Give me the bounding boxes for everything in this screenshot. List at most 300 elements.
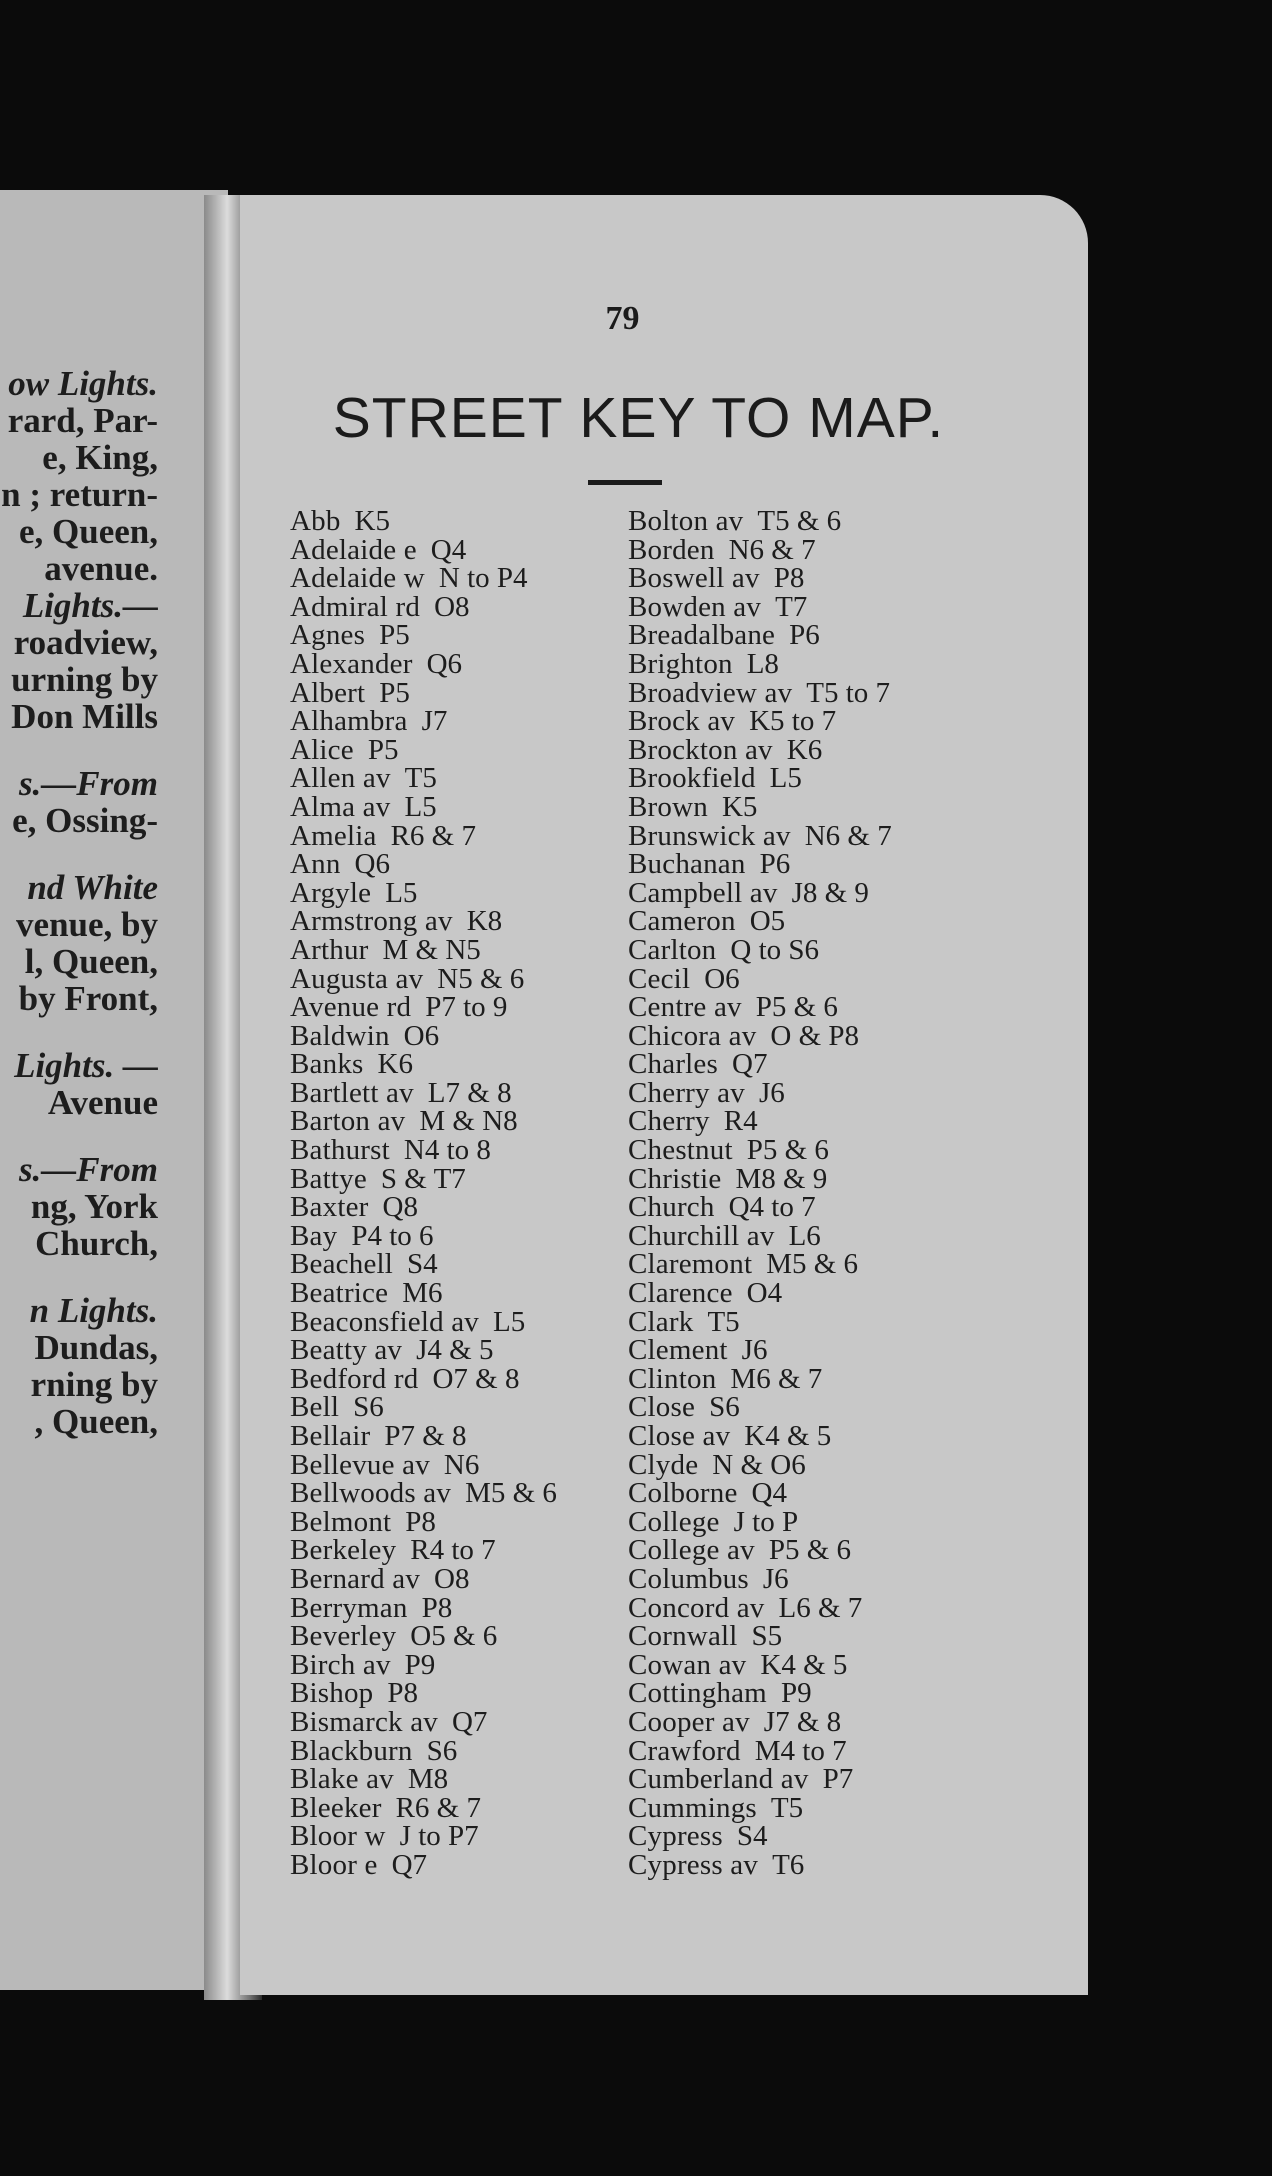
left-page-line: e, Ossing- [12,801,158,840]
left-page [0,190,228,1990]
street-name: Christie [628,1162,722,1195]
street-entry [290,1219,557,1252]
map-reference: Q4 to 7 [728,1191,816,1224]
map-reference: O4 [746,1277,783,1310]
map-reference: T7 [775,590,808,623]
map-reference: J6 [741,1334,768,1367]
street-entry [628,1019,892,1052]
map-reference: P4 to 6 [351,1219,434,1252]
title-rule [588,480,662,485]
street-entry [290,1791,557,1824]
street-entry [628,1536,892,1565]
street-entry [628,733,892,766]
left-page-line: n Lights. [29,1291,158,1330]
street-entry [628,1219,892,1252]
street-name: Beverley [290,1620,397,1653]
street-entry [628,1362,892,1395]
map-reference: L5 [493,1305,526,1338]
street-name: Cypress av [628,1848,759,1881]
map-reference: M & N8 [419,1105,518,1138]
street-name: Birch av [290,1648,391,1681]
street-entry [628,647,892,680]
left-page-line: Church, [35,1224,158,1263]
street-entry [628,621,892,650]
street-name: Brockton av [628,733,773,766]
street-entry [290,876,557,909]
street-entry [628,1679,892,1708]
map-reference: K4 & 5 [760,1648,848,1681]
street-name: Concord av [628,1591,765,1624]
street-entry [290,1448,557,1481]
street-name: Centre av [628,991,742,1024]
left-page-line: venue, by [16,905,158,944]
street-entry [628,1076,892,1109]
left-page-line: l, Queen, [24,942,158,981]
map-reference: K5 [721,790,758,823]
street-entry [628,1648,892,1681]
street-entry [290,1422,557,1451]
street-name: Beatrice [290,1277,389,1310]
street-name: Clark [628,1305,694,1338]
left-page-line: s.—From [18,764,158,803]
street-entry [290,1305,557,1338]
street-name: Abb [290,505,341,537]
street-entry [290,933,557,966]
street-entry [290,1622,557,1651]
street-entry [290,1393,557,1422]
street-name: Armstrong av [290,905,453,938]
street-entry [290,676,557,709]
left-page-line: Lights. — [14,1046,158,1085]
left-page-line: , Queen, [34,1402,158,1441]
map-reference: N6 [443,1448,480,1481]
street-name: Broadview av [628,676,793,709]
street-entry [628,962,892,995]
street-entry [290,1193,557,1222]
map-reference: Q7 [451,1705,488,1738]
map-reference: P5 [379,619,410,652]
map-reference: Q7 [391,1848,428,1881]
map-reference: P8 [387,1677,419,1710]
street-entry [628,507,892,536]
map-reference: J8 & 9 [791,876,869,909]
street-name: Bellair [290,1420,371,1452]
street-entry [290,707,557,736]
left-page-text [1,365,158,1440]
street-name: Argyle [290,876,372,909]
street-entry [290,1162,557,1195]
street-name: Chestnut [628,1134,733,1167]
street-name: Bellwoods av [290,1477,452,1510]
street-entry [628,707,892,736]
street-entry [290,1679,557,1708]
map-reference: P6 [759,848,791,881]
map-reference: P7 to 9 [425,991,508,1024]
map-reference: L5 [769,762,802,795]
street-entry [290,1536,557,1565]
map-reference: O8 [434,590,470,623]
map-reference: S6 [709,1391,740,1424]
street-name: Churchill av [628,1219,775,1252]
map-reference: P6 [789,619,820,652]
left-page-line: n ; return- [1,475,158,514]
map-reference: O5 & 6 [410,1620,498,1653]
map-reference: P5 [379,676,410,709]
map-reference: N & O6 [712,1448,806,1481]
street-name: Bathurst [290,1134,390,1167]
street-entry [628,1279,892,1308]
map-reference: P8 [773,562,805,595]
street-name: Cumberland av [628,1763,809,1796]
street-name: Beatty av [290,1334,403,1367]
map-reference: O6 [704,962,740,995]
map-reference: Q7 [732,1048,768,1081]
street-name: Alexander [290,647,413,680]
map-reference: S4 [407,1248,438,1281]
left-page-line: by Front, [18,979,158,1018]
street-entry [290,1479,557,1508]
map-reference: R4 to 7 [410,1534,496,1567]
map-reference: O7 & 8 [432,1362,520,1395]
street-column-right [628,507,892,1880]
street-entry [628,1193,892,1222]
street-entry [628,1448,892,1481]
street-entry [628,590,892,623]
map-reference: L5 [404,790,437,823]
map-reference: K6 [377,1048,413,1081]
map-reference: T5 [770,1791,804,1824]
street-name: Bernard av [290,1562,421,1595]
street-entry [628,790,892,823]
map-reference: J4 & 5 [416,1334,494,1367]
street-entry [290,621,557,650]
map-reference: J to P7 [399,1820,479,1853]
street-name: Beachell [290,1248,394,1281]
street-entry [290,590,557,623]
street-entry [290,1076,557,1109]
map-reference: Q4 [430,533,467,566]
left-page-line: nd White [27,868,158,907]
map-reference: S4 [736,1820,768,1853]
street-name: Alice [290,733,354,766]
street-name: Bowden av [628,590,762,623]
street-name: Brighton [628,647,733,680]
street-name: Brookfield [628,762,756,795]
map-reference: P7 [822,1763,854,1796]
map-reference: R6 & 7 [390,819,476,852]
street-entry [628,764,892,793]
street-entry [628,907,892,936]
map-reference: Q4 [751,1477,787,1510]
street-name: Claremont [628,1248,753,1281]
street-entry [628,993,892,1022]
street-name: Columbus [628,1562,749,1595]
map-reference: Q to S6 [730,933,820,966]
street-name: Bloor e [290,1848,378,1881]
map-reference: L6 [788,1219,821,1252]
street-name: Baldwin [290,1019,390,1052]
street-name: Campbell av [628,876,778,909]
street-name: Berryman [290,1591,408,1624]
street-entry [628,1162,892,1195]
map-reference: M6 [402,1277,443,1310]
page-number: 79 [605,300,640,337]
map-reference: S6 [353,1391,384,1424]
map-reference: T6 [772,1848,805,1881]
street-name: Bishop [290,1677,374,1710]
street-name: Ann [290,848,341,881]
map-reference: S6 [426,1734,458,1767]
map-reference: Q8 [382,1191,418,1224]
street-name: Close [628,1391,696,1424]
map-reference: O & P8 [770,1019,860,1052]
street-entry [290,733,557,766]
map-reference: K8 [466,905,503,938]
street-name: Agnes [290,619,366,652]
street-entry [628,533,892,566]
street-entry [290,507,557,536]
map-reference: K6 [786,733,823,766]
street-name: Cottingham [628,1677,767,1710]
street-name: Brown [628,790,708,823]
street-name: Cameron [628,905,736,938]
left-page-line: ow Lights. [8,364,158,403]
map-reference: J7 & 8 [763,1705,842,1738]
street-entry [290,790,557,823]
map-reference: M6 & 7 [730,1362,823,1395]
street-name: Bay [290,1219,338,1252]
street-name: Bolton av [628,505,744,537]
street-entry [628,1393,892,1422]
map-reference: N to P4 [438,562,528,595]
street-name: Augusta av [290,962,424,995]
page-title: STREET KEY TO MAP. [332,386,945,450]
street-entry [628,1050,892,1079]
street-entry [628,1591,892,1624]
street-entry [290,1250,557,1279]
map-reference: S5 [751,1620,783,1653]
street-name: Bedford rd [290,1362,419,1395]
street-entry [628,1562,892,1595]
map-reference: M5 & 6 [766,1248,859,1281]
street-name: Blake av [290,1763,394,1796]
left-page-line [1,1121,158,1151]
street-entry [628,1822,892,1851]
left-page-line: Avenue [47,1083,158,1122]
map-reference: M5 & 6 [465,1477,557,1510]
street-entry [628,1136,892,1165]
street-entry [628,876,892,909]
street-name: Amelia [290,819,377,852]
left-page-line: Don Mills [11,697,158,736]
street-entry [290,1765,557,1794]
street-name: Baxter [290,1191,369,1224]
right-page [240,195,1088,1995]
street-name: College av [628,1534,755,1567]
map-reference: S & T7 [380,1162,466,1195]
map-reference: P5 [367,733,399,766]
left-page-line: urning by [11,660,158,699]
street-name: Bellevue av [290,1448,430,1481]
map-reference: P7 & 8 [384,1420,467,1452]
street-name: Cecil [628,962,691,995]
street-entry [290,533,557,566]
street-entry [628,676,892,709]
map-reference: Q6 [354,848,390,881]
street-entry [628,850,892,879]
street-name: Battye [290,1162,367,1195]
street-name: Blackburn [290,1734,413,1767]
street-name: Clement [628,1334,728,1367]
street-entry [290,1734,557,1767]
street-name: Adelaide e [290,533,417,566]
street-name: Cooper av [628,1705,750,1738]
street-entry [628,1422,892,1451]
map-reference: Q6 [426,647,463,680]
street-name: Belmont [290,1505,392,1538]
left-page-line: ng, York [30,1187,158,1226]
street-entry [628,1765,892,1794]
street-name: Crawford [628,1734,741,1767]
street-name: Carlton [628,933,717,966]
street-name: Clarence [628,1277,733,1310]
street-name: Breadalbane [628,619,776,652]
street-entry [290,1050,557,1079]
street-name: Cherry [628,1105,710,1138]
map-reference: O5 [749,905,786,938]
street-name: Bartlett av [290,1076,414,1109]
left-page-line: s.—From [18,1150,158,1189]
street-name: Bell [290,1391,340,1424]
street-entry [290,1848,557,1881]
street-name: Cornwall [628,1620,738,1653]
map-reference: M & N5 [382,933,481,966]
map-reference: R6 & 7 [395,1791,481,1824]
street-name: Clyde [628,1448,699,1481]
map-reference: K5 [354,505,390,537]
street-name: Beaconsfield av [290,1305,480,1338]
street-name: Cherry av [628,1076,745,1109]
map-reference: P9 [404,1648,436,1681]
map-reference: R4 [723,1105,758,1138]
street-entry [628,564,892,593]
map-reference: T5 [707,1305,740,1338]
street-entry [290,962,557,995]
street-name: Church [628,1191,715,1224]
street-name: Allen av [290,762,391,795]
map-reference: P5 & 6 [755,991,838,1024]
map-reference: P8 [421,1591,453,1624]
street-name: Arthur [290,933,369,966]
map-reference: T5 to 7 [806,676,891,709]
map-reference: N6 & 7 [728,533,816,566]
map-reference: P5 & 6 [746,1134,829,1167]
left-page-line: rard, Par- [7,401,158,440]
street-entry [290,1362,557,1395]
street-name: Bismarck av [290,1705,438,1738]
street-entry [628,1479,892,1508]
left-page-line [1,735,158,765]
left-page-line: rning by [30,1365,158,1404]
map-reference: J to P [733,1505,799,1538]
left-page-line [1,1262,158,1292]
map-reference: M8 [407,1763,449,1796]
street-name: Borden [628,533,715,566]
left-page-line [1,1017,158,1047]
street-column-left [290,507,557,1880]
street-name: Avenue rd [290,991,412,1024]
street-name: Albert [290,676,366,709]
street-entry [290,907,557,936]
street-name: Alhambra [290,705,408,738]
street-name: Banks [290,1048,364,1081]
street-entry [290,647,557,680]
map-reference: L5 [385,876,418,909]
street-name: Clinton [628,1362,717,1395]
street-entry [628,1250,892,1279]
street-entry [290,1648,557,1681]
street-entry [290,1705,557,1738]
map-reference: P8 [405,1505,436,1538]
street-entry [628,1791,892,1824]
map-reference: P9 [780,1677,812,1710]
street-name: Brunswick av [628,819,791,852]
street-entry [628,1622,892,1651]
map-reference: L7 & 8 [427,1076,512,1109]
map-reference: O8 [434,1562,470,1595]
street-entry [290,1591,557,1624]
left-page-line: e, King, [42,438,158,477]
map-reference: N5 & 6 [437,962,525,995]
street-entry [290,1279,557,1308]
street-name: College [628,1505,720,1538]
street-entry [290,1136,557,1165]
street-entry [290,1336,557,1365]
street-name: Alma av [290,790,391,823]
map-reference: N6 & 7 [804,819,892,852]
street-entry [628,1305,892,1338]
map-reference: K5 to 7 [749,705,837,738]
street-entry [290,1107,557,1136]
map-reference: L6 & 7 [778,1591,863,1624]
map-reference: K4 & 5 [744,1420,832,1452]
street-entry [628,1505,892,1538]
left-page-line: e, Queen, [18,512,158,551]
street-name: Admiral rd [290,590,421,623]
street-entry [628,1336,892,1365]
street-entry [628,1107,892,1136]
street-name: Colborne [628,1477,738,1510]
street-name: Cowan av [628,1648,747,1681]
street-name: Berkeley [290,1534,397,1567]
street-entry [290,819,557,852]
street-entry [628,1848,892,1881]
left-page-line: Lights.— [22,586,158,625]
street-entry [628,1734,892,1767]
street-entry [290,564,557,593]
street-name: Bleeker [290,1791,382,1824]
street-name: Cummings [628,1791,757,1824]
street-name: Buchanan [628,848,746,881]
street-entry [290,993,557,1022]
street-name: Brock av [628,705,736,738]
street-entry [290,764,557,793]
map-reference: T5 & 6 [757,505,842,537]
street-name: Barton av [290,1105,406,1138]
street-entry [290,1019,557,1052]
map-reference: M8 & 9 [735,1162,828,1195]
left-page-line: roadview, [13,623,158,662]
